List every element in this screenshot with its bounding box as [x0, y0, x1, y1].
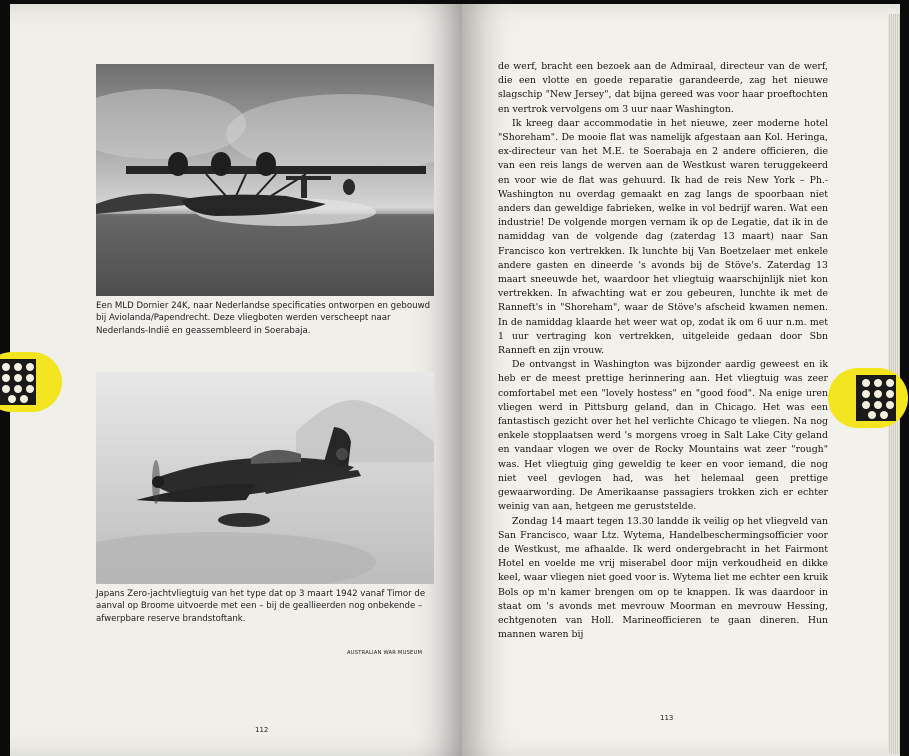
zero-fighter-credit: AUSTRALIAN WAR MUSEUM: [347, 650, 423, 656]
zero-fighter-photo: [96, 372, 434, 584]
clip-grip: [0, 359, 36, 405]
flying-boat-caption: Een MLD Dornier 24K, naar Nederlandse specificaties ontworpen en gebouwd bij Aviolanda/Papendrecht. Deze vliegboten werden verscheept naar Nederlands-Indië en geassembleerd in Soerabaja.: [96, 301, 431, 336]
right-page-text: [498, 60, 828, 642]
zero-fighter-illustration: [96, 372, 434, 584]
page-clip-right: [828, 368, 908, 428]
flying-boat-photo: [96, 64, 434, 296]
paragraph: De ontvangst in Washington was bijzonder aardig geweest en ik heb er de meest prettige herinnering aan. Het vliegtuig was zeer comfortabel met een "lovely hostess" en "good food". Na enige uren vliegen werd in Pittsburg geland, dan in Chicago. Het was een fantastisch gezicht over het hel verlichte Chicago te vliegen. Na nog enkele stopplaatsen werd 's morgens vroeg in Salt Lake City geland en vandaar vlogen we over de Rocky Mountains wat zeer "rough" was. Het vliegtuig ging geweldig te keer en voor iemand, die nog niet veel gevlogen had, was het helemaal geen prettige gewaarwording. De Amerikaanse passagiers trokken zich er echter weinig van aan, hetgeen me geruststelde.: [498, 359, 828, 513]
paragraph: Zondag 14 maart tegen 13.30 landde ik veilig op het vliegveld van San Francisco, waar Ltz. Wytema, Handelbeschermingsofficier voor de Westkust, me afhaalde. Ik werd ondergebracht in het Fairmont Hotel en voelde me vrij miserabel door mijn verkoudheid en dikke keel, waar vliegen niet goed voor is. Wytema liet me echter een kruik Bols op m'n kamer brengen om op te knappen. Ik was daardoor in staat om 's avonds met mevrouw Moorman en mevrouw Hessing, echtgenoten van Holl. Marineofficieren te gaan dineren. Hun mannen waren bij: [498, 515, 828, 641]
paragraph: Ik kreeg daar accommodatie in het nieuwe, zeer moderne hotel "Shoreham". De mooie flat was namelijk afgestaan aan Kol. Heringa, ex-directeur van het M.E. te Soerabaja en 2 andere officieren, die van een reis langs de werven aan de Westkust waren teruggekeerd en voor wie de flat was gehuurd. Ik had de reis New York – Ph.- Washington nu overdag gemaakt en zag langs de spoorbaan niet anders dan geweldige fabrieken, welke in vol bedrijf waren. Wat een industrie! De volgende morgen vernam ik op de Legatie, dat ik in de namiddag van de volgende dag (zaterdag 13 maart) naar San Francisco kon vertrekken. Ik lunchte bij Van Boetzelaer met enkele andere gasten en dineerde 's avonds bij de Stöve's. Zaterdag 13 maart sneeuwde het, waardoor het vliegtuig waarschijnlijk niet kon vertrekken. In afwachting wat er zou gebeuren, lunchte ik met de Ranneft's in "Shoreham", waar de Stöve's afscheid kwamen nemen. In de namiddag klaarde het weer wat op, zodat ik om 6 uur n.m. met 1 uur vertraging kon vertrekken, uitgeleide gedaan door Sbn Ranneft en zijn vrouw.: [498, 117, 828, 357]
page-number-left: 112: [255, 726, 269, 734]
page-number-right: 113: [660, 714, 674, 722]
clip-grip: [856, 375, 896, 421]
flying-boat-illustration: [96, 64, 434, 296]
paragraph: de werf, bracht een bezoek aan de Admiraal, directeur van de werf, die een vlotte en goede reparatie garandeerde, zag het nieuwe slagschip "New Jersey", dat bijna gereed was voor haar proeftochten en vertrok vervolgens om 3 uur naar Washington.: [498, 61, 828, 115]
page-clip-left: [0, 352, 62, 412]
zero-fighter-caption: Japans Zero-jachtvliegtuig van het type dat op 3 maart 1942 vanaf Timor de aanval op Broome uitvoerde met een – bij de geallieerden nog onbekende – afwerpbare reserve brandstoftank.: [96, 589, 426, 624]
